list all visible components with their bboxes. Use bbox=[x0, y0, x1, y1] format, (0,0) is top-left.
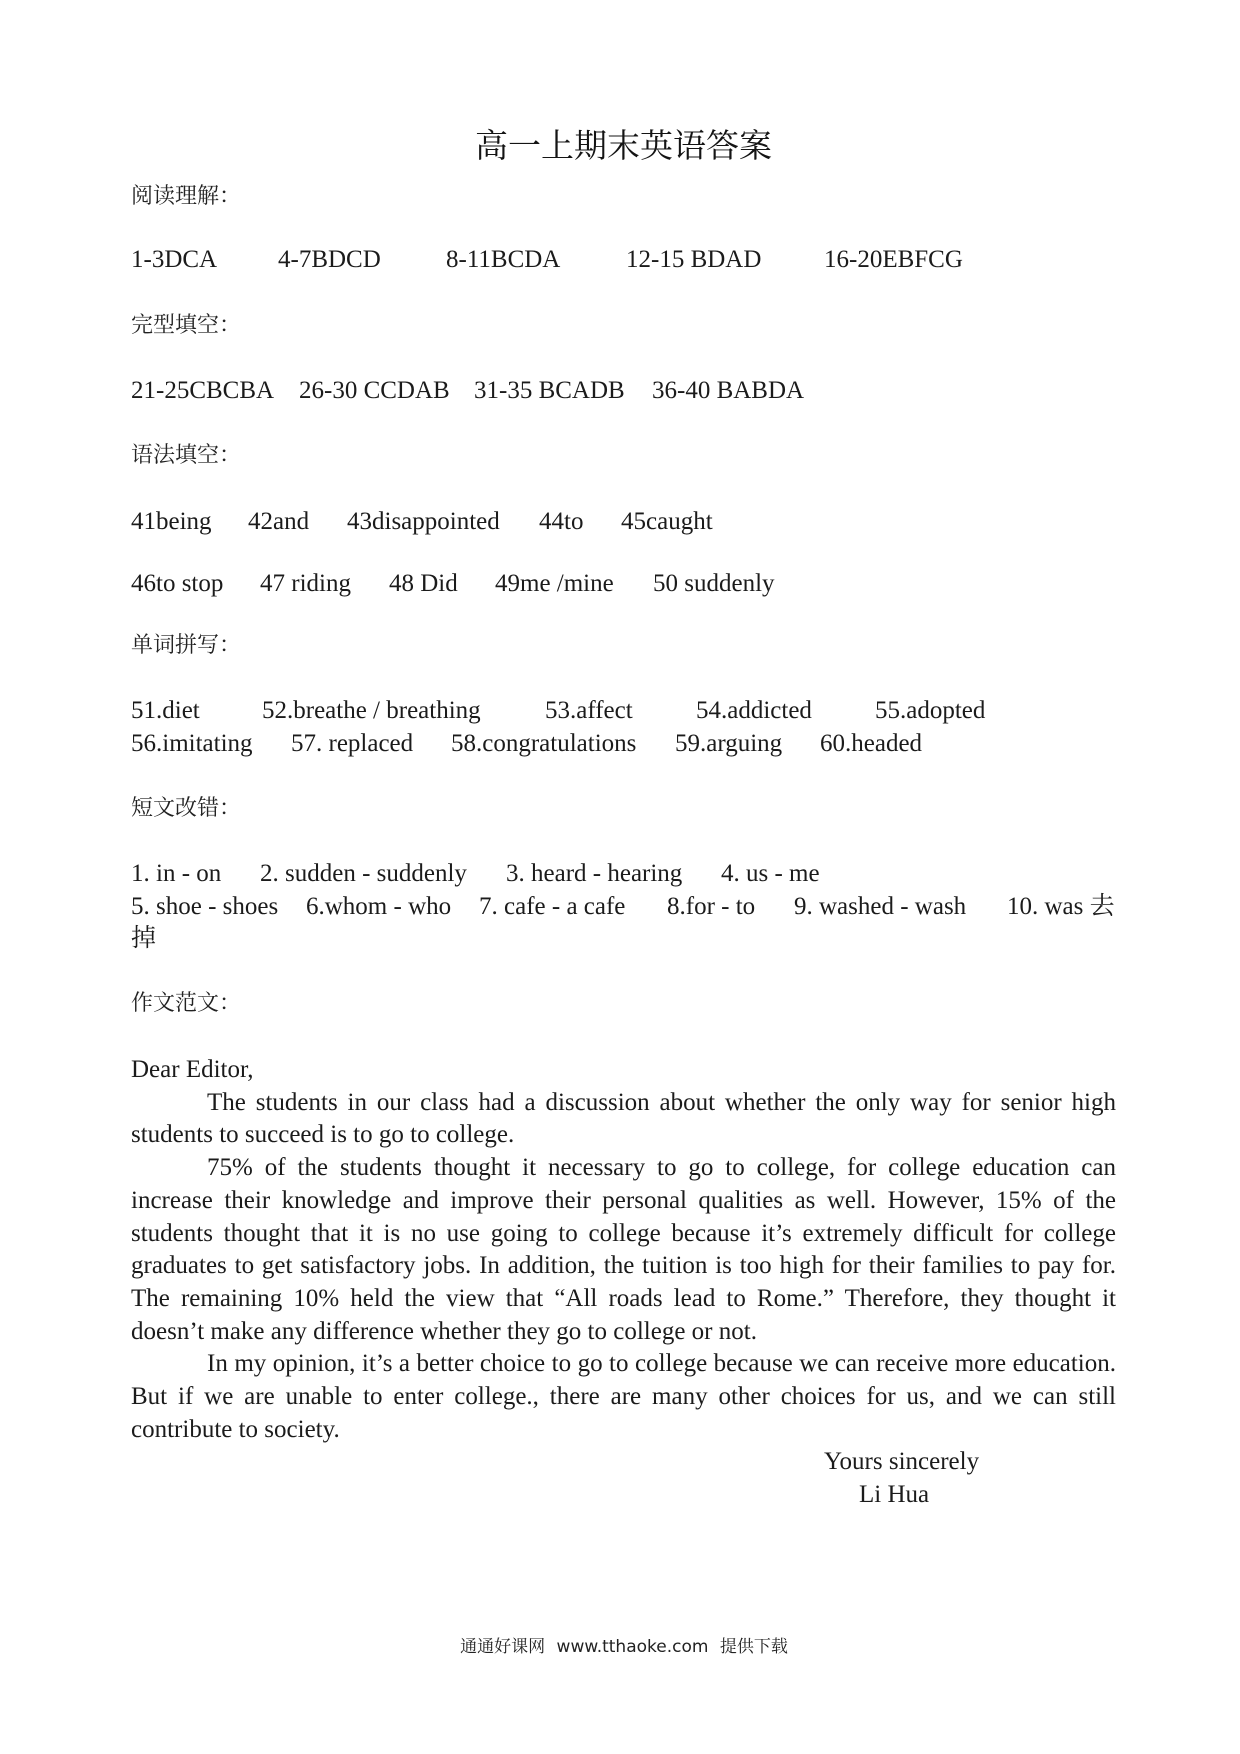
answer-item: 36-40 BABDA bbox=[652, 377, 805, 404]
answer-item: 26-30 CCDAB bbox=[299, 377, 450, 404]
answer-item: 51.diet bbox=[131, 697, 200, 724]
section-heading-essay: 作文范文： bbox=[131, 991, 242, 1016]
essay-line: doesn’t make any difference whether they go to college or not. bbox=[131, 1317, 757, 1345]
answer-item: 60.headed bbox=[820, 729, 923, 757]
answer-item: 52.breathe / breathing bbox=[262, 697, 481, 724]
answer-item: 4-7BDCD bbox=[278, 246, 381, 273]
reading-answers-row bbox=[131, 244, 1116, 277]
section-heading-cloze: 完型填空： bbox=[131, 313, 242, 338]
grammar-answers-row bbox=[131, 568, 1116, 601]
section-heading-grammar: 语法填空： bbox=[131, 443, 242, 468]
answer-item: 44to bbox=[539, 508, 584, 535]
answer-item: 8.for - to bbox=[667, 892, 756, 920]
grammar-answers-row bbox=[131, 506, 1116, 539]
letter-closing: Yours sincerely bbox=[824, 1448, 980, 1476]
essay-line: 75% of the students thought it necessary to go to college, for college education can bbox=[207, 1154, 1116, 1182]
essay-line: increase their knowledge and improve their personal qualities as well. However, 15% of the bbox=[131, 1186, 1116, 1214]
answer-item: 9. washed - wash bbox=[794, 892, 967, 920]
answer-item: 46to stop bbox=[131, 570, 224, 597]
essay-line: In my opinion, it’s a better choice to go to college because we can receive more education. bbox=[207, 1350, 1116, 1378]
answer-item: 1. in - on bbox=[131, 860, 222, 887]
answer-item: 16-20EBFCG bbox=[824, 246, 963, 273]
essay-line: But if we are unable to enter college., there are many other choices for us, and we can still bbox=[131, 1383, 1116, 1411]
answer-item: 5. shoe - shoes bbox=[131, 892, 279, 920]
answer-item: 7. cafe - a cafe bbox=[479, 892, 626, 920]
letter-salutation: Dear Editor, bbox=[131, 1056, 254, 1083]
model-essay bbox=[131, 1054, 1116, 1512]
answer-item: 4. us - me bbox=[721, 860, 820, 887]
answer-item: 50 suddenly bbox=[653, 570, 775, 597]
answer-item: 6.whom - who bbox=[306, 892, 452, 920]
answer-item: 49me /mine bbox=[495, 570, 614, 597]
spelling-answers bbox=[131, 695, 1116, 760]
answer-item: 55.adopted bbox=[875, 697, 986, 724]
answer-item: 8-11BCDA bbox=[446, 246, 561, 273]
answer-item: 58.congratulations bbox=[451, 729, 637, 757]
answer-item: 10. was 去掉 bbox=[131, 892, 1115, 953]
correction-answers bbox=[131, 858, 1121, 956]
cloze-answers-row bbox=[131, 375, 1116, 408]
answer-item: 1-3DCA bbox=[131, 246, 218, 273]
essay-line: graduates to get satisfactory jobs. In addition, the tuition is too high for their families to pay for. bbox=[131, 1252, 1116, 1280]
answer-item: 57. replaced bbox=[291, 729, 414, 757]
answer-item: 12-15 BDAD bbox=[626, 246, 762, 273]
answer-item: 3. heard - hearing bbox=[506, 860, 683, 887]
answer-item: 42and bbox=[248, 508, 310, 535]
section-heading-correction: 短文改错： bbox=[131, 796, 242, 821]
correction-answers-row bbox=[131, 891, 1121, 956]
answer-item: 47 riding bbox=[260, 570, 351, 597]
answer-item: 43disappointed bbox=[347, 508, 500, 535]
answer-item: 31-35 BCADB bbox=[474, 377, 625, 404]
answer-item: 54.addicted bbox=[696, 697, 812, 724]
section-heading-reading: 阅读理解： bbox=[131, 184, 242, 209]
essay-line: contribute to society. bbox=[131, 1415, 340, 1443]
spelling-answers-row bbox=[131, 728, 1116, 761]
answer-item: 2. sudden - suddenly bbox=[260, 860, 467, 887]
section-heading-spelling: 单词拼写： bbox=[131, 633, 242, 658]
answer-item: 53.affect bbox=[545, 697, 633, 724]
essay-line: The students in our class had a discussion about whether the only way for senior high bbox=[207, 1088, 1116, 1116]
answer-item: 41being bbox=[131, 508, 212, 535]
answer-item: 45caught bbox=[621, 508, 713, 535]
correction-answers-row bbox=[131, 858, 1121, 891]
answer-item: 59.arguing bbox=[675, 729, 783, 757]
answer-item: 56.imitating bbox=[131, 729, 253, 757]
essay-line: students to succeed is to go to college. bbox=[131, 1121, 515, 1149]
page-title: 高一上期末英语答案 bbox=[475, 126, 772, 165]
spelling-answers-row bbox=[131, 695, 1116, 728]
page-footer: 通通好课网 www.tthaoke.com 提供下载 bbox=[460, 1637, 788, 1657]
essay-line: The remaining 10% held the view that “All roads lead to Rome.” Therefore, they thought it bbox=[131, 1284, 1116, 1312]
letter-signature: Li Hua bbox=[859, 1481, 930, 1509]
essay-line: students thought that it is no use going to college because it’s extremely difficult for college bbox=[131, 1219, 1116, 1247]
answer-item: 48 Did bbox=[389, 570, 458, 597]
answer-item: 21-25CBCBA bbox=[131, 377, 275, 404]
